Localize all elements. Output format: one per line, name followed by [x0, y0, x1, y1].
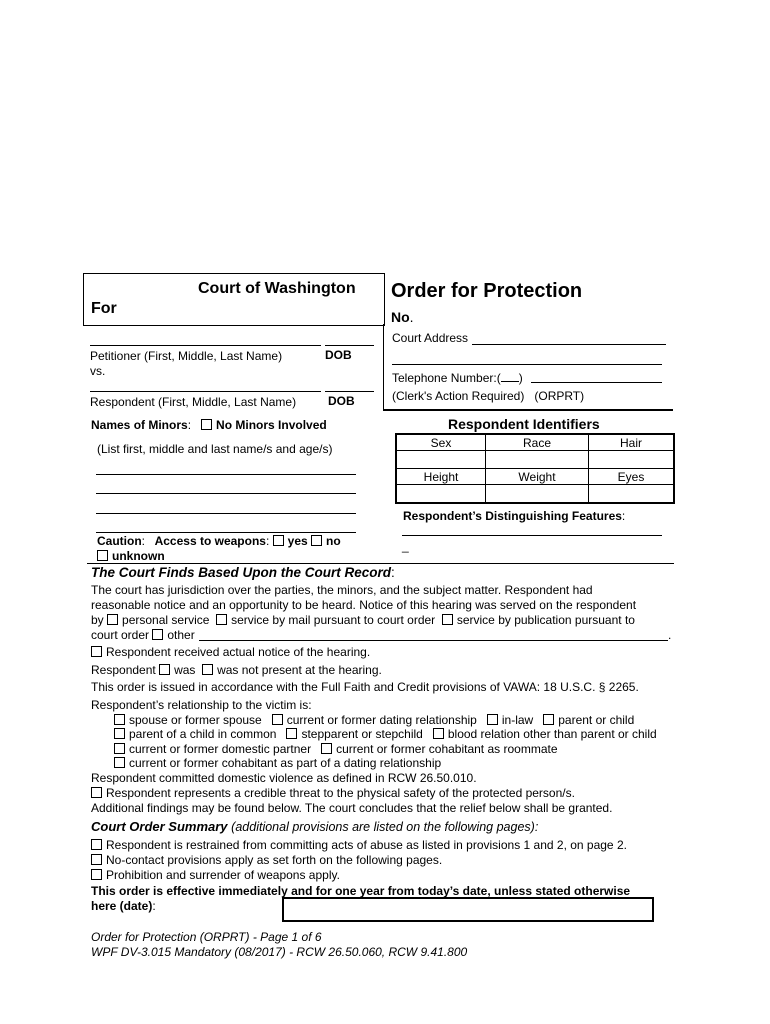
rel-blood-label: blood relation other than parent or child [447, 727, 657, 741]
rel-inlaw-checkbox[interactable] [487, 714, 498, 725]
petitioner-dob-label: DOB [325, 348, 352, 362]
relationship-row-1 [114, 713, 634, 727]
id-race-header: Race [486, 434, 589, 451]
id-height-value[interactable] [396, 485, 486, 504]
petitioner-label: Petitioner (First, Middle, Last Name) [90, 349, 283, 363]
personal-service-checkbox[interactable] [107, 614, 118, 625]
summary-nocontact-label: No-contact provisions apply as set forth on the following pages. [106, 853, 443, 867]
telephone-line[interactable] [531, 382, 662, 383]
identifiers-table [395, 433, 675, 504]
was-not-label: was not present at the hearing. [217, 663, 382, 677]
service-row [91, 613, 635, 627]
findings-p1-line1: The court has jurisdiction over the parties, the minors, and the subject matter. Respondent had [91, 583, 593, 597]
effective-date-label: here (date) [91, 899, 153, 913]
minors-instruction: (List first, middle and last name/s and age/s) [97, 442, 333, 456]
id-eyes-value[interactable] [589, 485, 675, 504]
rel-partner-checkbox[interactable] [114, 743, 125, 754]
telephone-close: ) [518, 371, 523, 385]
effective-date-input[interactable] [282, 897, 654, 922]
rel-dating-checkbox[interactable] [272, 714, 283, 725]
credible-threat-checkbox[interactable] [91, 787, 102, 798]
presence-row [91, 663, 382, 677]
no-minors-label: No Minors Involved [216, 418, 327, 432]
was-present-checkbox[interactable] [159, 664, 170, 675]
footer-line-1: Order for Protection (ORPRT) - Page 1 of 6 [91, 930, 322, 944]
id-weight-value[interactable] [486, 485, 589, 504]
respondent-label: Respondent (First, Middle, Last Name) [90, 395, 297, 409]
relationship-label: Respondent’s relationship to the victim is: [91, 698, 312, 712]
weapons-yes-label: yes [287, 534, 308, 548]
id-race-value[interactable] [486, 451, 589, 469]
summary-weapons-checkbox[interactable] [91, 869, 102, 880]
summary-weapons-label: Prohibition and surrender of weapons apply. [106, 868, 340, 882]
weapons-yes-checkbox[interactable] [273, 535, 284, 546]
respondent-word: Respondent [91, 663, 156, 677]
publication-service-checkbox[interactable] [442, 614, 453, 625]
minor-line-3[interactable] [96, 513, 356, 514]
rel-cohabitant-dating-checkbox[interactable] [114, 757, 125, 768]
credible-threat-label: Respondent represents a credible threat to the physical safety of the protected person/s. [106, 786, 575, 800]
by-label: by [91, 613, 104, 627]
caution-row: Caution: Access to weapons: yes no [97, 534, 341, 548]
dv-committed: Respondent committed domestic violence as defined in RCW 26.50.010. [91, 771, 477, 785]
rel-spouse-label: spouse or former spouse [129, 713, 262, 727]
minors-row [91, 418, 327, 432]
summary-item-1 [91, 838, 627, 852]
features-label-text: Respondent’s Distinguishing Features [403, 509, 622, 523]
effective-line-2 [91, 899, 156, 913]
actual-notice-checkbox[interactable] [91, 646, 102, 657]
weapons-unknown-checkbox[interactable] [97, 550, 108, 561]
clerk-note [392, 389, 584, 403]
rel-common-child-checkbox[interactable] [114, 728, 125, 739]
rel-cohabitant-dating-label: current or former cohabitant as part of a dating relationship [129, 756, 442, 770]
court-address-line-2[interactable] [392, 364, 662, 365]
rel-common-child-label: parent of a child in common [129, 727, 277, 741]
weapons-label: Access to weapons [154, 534, 266, 548]
other-row [91, 628, 195, 642]
mail-service-label: service by mail pursuant to court order [231, 613, 436, 627]
rel-dating-label: current or former dating relationship [286, 713, 477, 727]
header-rule [383, 409, 673, 411]
additional-findings: Additional findings may be found below. The court concludes that the relief below shall be granted. [91, 801, 613, 815]
features-line-1[interactable] [402, 535, 662, 536]
actual-notice-label: Respondent received actual notice of the hearing. [106, 645, 371, 659]
vawa-text: This order is issued in accordance with the Full Faith and Credit provisions of VAWA: 18 U.S.C. § 2265. [91, 680, 639, 694]
other-service-label: other [167, 628, 195, 642]
unknown-row [97, 549, 165, 563]
caption-divider [383, 324, 384, 410]
minors-label: Names of Minors [91, 418, 188, 432]
rel-parent-child-label: parent or child [558, 713, 635, 727]
petitioner-name-line[interactable] [90, 345, 321, 346]
rel-spouse-checkbox[interactable] [114, 714, 125, 725]
weapons-no-checkbox[interactable] [311, 535, 322, 546]
minor-line-1[interactable] [96, 474, 356, 475]
rel-inlaw-label: in-law [501, 713, 534, 727]
id-hair-header: Hair [589, 434, 675, 451]
respondent-dob-label: DOB [328, 394, 355, 408]
credible-threat-row [91, 786, 575, 800]
court-address-label: Court Address [392, 331, 469, 345]
minor-line-2[interactable] [96, 493, 356, 494]
id-eyes-header: Eyes [589, 469, 675, 485]
no-minors-checkbox[interactable] [201, 419, 212, 430]
summary-restrained-checkbox[interactable] [91, 839, 102, 850]
publication-service-label: service by publication pursuant to [456, 613, 635, 627]
features-underscore: _ [402, 539, 409, 553]
other-service-checkbox[interactable] [152, 629, 163, 640]
findings-rule [87, 563, 674, 564]
id-hair-value[interactable] [589, 451, 675, 469]
rel-partner-label: current or former domestic partner [129, 742, 312, 756]
findings-heading-colon: : [391, 565, 395, 580]
court-address-line-1[interactable] [472, 344, 666, 345]
weapons-unknown-label: unknown [112, 549, 165, 563]
form-code: (ORPRT) [534, 389, 585, 403]
other-period: . [668, 628, 672, 642]
caution-label: Caution [97, 534, 142, 548]
id-height-header: Height [396, 469, 486, 485]
features-label [403, 509, 625, 523]
effective-line-1: This order is effective immediately and for one year from today’s date, unless stated otherwise [91, 884, 631, 898]
mail-service-checkbox[interactable] [216, 614, 227, 625]
telephone-label [392, 370, 523, 385]
telephone-area-code[interactable] [501, 370, 519, 382]
summary-item-2 [91, 853, 442, 867]
id-sex-value[interactable] [396, 451, 486, 469]
footer-line-2: WPF DV-3.015 Mandatory (08/2017) - RCW 26.50.060, RCW 9.41.800 [91, 945, 468, 959]
findings-heading [91, 565, 395, 580]
summary-nocontact-checkbox[interactable] [91, 854, 102, 865]
minor-line-4[interactable] [96, 532, 356, 533]
rel-step-checkbox[interactable] [286, 728, 297, 739]
weapons-no-label: no [326, 534, 341, 548]
case-number-period: . [409, 309, 414, 325]
id-weight-header: Weight [486, 469, 589, 485]
actual-notice-row [91, 645, 370, 659]
findings-heading-text: The Court Finds Based Upon the Court Record [91, 565, 392, 580]
identifiers-title: Respondent Identifiers [448, 416, 600, 432]
summary-heading-text: Court Order Summary [91, 819, 228, 834]
relationship-row-2 [114, 727, 657, 741]
case-number-label [391, 309, 414, 325]
clerk-action: (Clerk's Action Required) [392, 389, 525, 403]
rel-parent-child-checkbox[interactable] [543, 714, 554, 725]
rel-blood-checkbox[interactable] [433, 728, 444, 739]
minors-colon: : [187, 418, 192, 432]
vs-label: vs. [90, 364, 106, 378]
id-sex-header: Sex [396, 434, 486, 451]
relationship-row-4 [114, 756, 441, 770]
case-number-no: No [391, 309, 410, 325]
features-colon: : [621, 509, 626, 523]
relationship-row-3 [114, 742, 558, 756]
was-label: was [174, 663, 196, 677]
summary-item-3 [91, 868, 340, 882]
respondent-name-line[interactable] [90, 391, 321, 392]
rel-roommate-checkbox[interactable] [321, 743, 332, 754]
personal-service-label: personal service [122, 613, 210, 627]
summary-restrained-label: Respondent is restrained from committing acts of abuse as listed in provisions 1 and 2, on page 2. [106, 838, 627, 852]
telephone-open: Telephone Number:( [392, 371, 501, 385]
effective-date-colon: : [152, 899, 156, 913]
rel-step-label: stepparent or stepchild [301, 727, 423, 741]
other-service-line[interactable] [199, 640, 668, 641]
was-not-present-checkbox[interactable] [202, 664, 213, 675]
respondent-dob-line[interactable] [325, 391, 374, 392]
summary-heading-note: (additional provisions are listed on the following pages): [231, 820, 539, 834]
findings-p1-line2: reasonable notice and an opportunity to be heard. Notice of this hearing was served on the respondent [91, 598, 637, 612]
petitioner-dob-line[interactable] [325, 345, 374, 346]
summary-heading [91, 819, 538, 834]
court-order-label: court order [91, 628, 150, 642]
rel-roommate-label: current or former cohabitant as roommate [336, 742, 558, 756]
for-label: For [91, 300, 117, 317]
court-title: Court of Washington [198, 280, 356, 297]
order-title: Order for Protection [391, 280, 583, 302]
